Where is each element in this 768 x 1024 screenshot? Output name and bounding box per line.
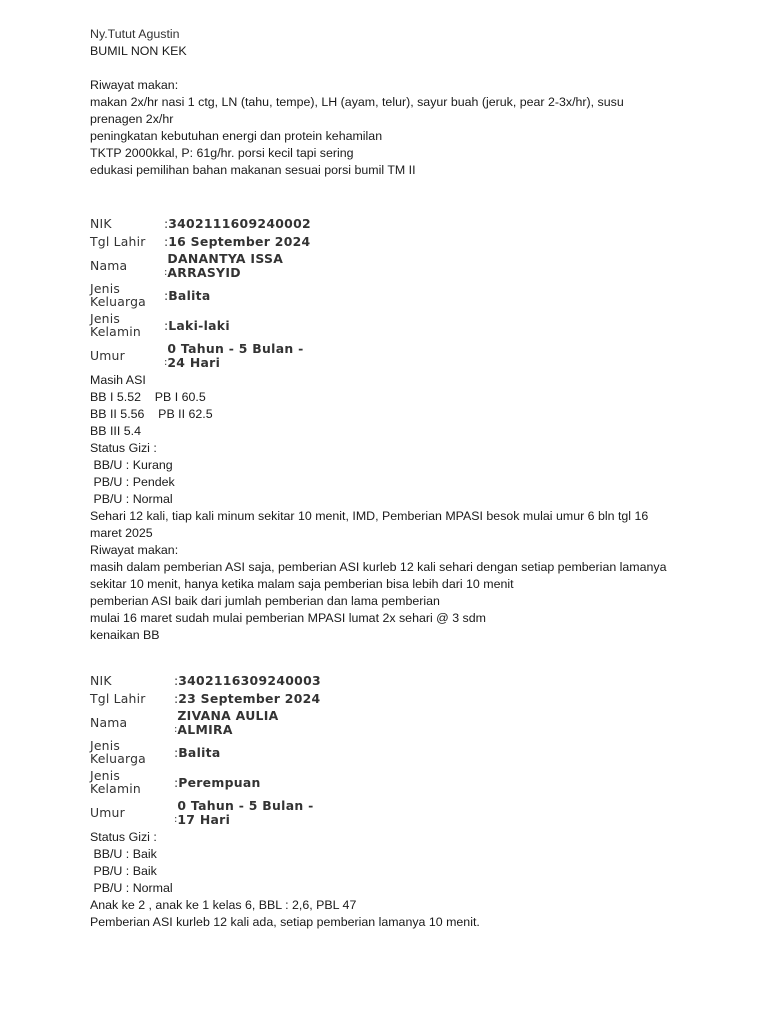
field-label: Jenis Keluarga (90, 280, 146, 309)
note-line: Status Gizi : (90, 830, 157, 844)
note-line: kenaikan BB (90, 628, 160, 642)
note-line: Sehari 12 kali, tiap kali minum sekitar 10 menit, IMD, Pemberian MPASI besok mulai umur 6 bln tgl 16 maret 2025 (90, 509, 649, 540)
note-line: BB III 5.4 (90, 424, 141, 438)
field-label: Jenis Keluarga (90, 737, 146, 766)
bumil-line: makan 2x/hr nasi 1 ctg, LN (tahu, tempe), LH (ayam, telur), sayur buah (jeruk, pear 2-3x/hr), susu prenagen 2x/hr (90, 95, 624, 126)
note-line: Masih ASI (90, 373, 146, 387)
note-line: pemberian ASI baik dari jumlah pemberian dan lama pemberian (90, 594, 440, 608)
field-label: Umur (90, 804, 125, 820)
field-value: 3402111609240002 (168, 216, 311, 231)
note-line: mulai 16 maret sudah mulai pemberian MPASI lumat 2x sehari @ 3 sdm (90, 611, 486, 625)
bumil-heading: Riwayat makan: (90, 78, 179, 92)
note-line: PB/U : Baik (90, 864, 157, 878)
field-label: NIK (90, 215, 112, 231)
note-line: Pemberian ASI kurleb 12 kali ada, setiap pemberian lamanya 10 menit. (90, 915, 480, 929)
field-value: 0 Tahun - 5 Bulan - 24 Hari (167, 341, 304, 370)
note-line: Status Gizi : (90, 441, 157, 455)
bumil-line: edukasi pemilihan bahan makanan sesuai porsi bumil TM II (90, 163, 416, 177)
field-label: Tgl Lahir (90, 690, 146, 706)
field-label: Tgl Lahir (90, 233, 146, 249)
field-value: ZIVANA AULIA ALMIRA (177, 708, 279, 737)
field-value: 3402116309240003 (178, 673, 321, 688)
field-value: Laki-laki (168, 318, 230, 333)
bumil-line: TKTP 2000kkal, P: 61g/hr. porsi kecil tapi sering (90, 146, 354, 160)
field-value: 0 Tahun - 5 Bulan - 17 Hari (177, 798, 314, 827)
note-line: BB I 5.52 PB I 60.5 (90, 390, 206, 404)
note-line: BB/U : Kurang (90, 458, 173, 472)
field-label: Nama (90, 714, 128, 730)
field-label: Nama (90, 257, 128, 273)
bumil-line: peningkatan kebutuhan energi dan protein kehamilan (90, 129, 383, 143)
field-value: 16 September 2024 (168, 234, 311, 249)
field-value: 23 September 2024 (178, 691, 321, 706)
note-line: PB/U : Pendek (90, 475, 175, 489)
field-label: Jenis Kelamin (90, 767, 141, 796)
note-line: Riwayat makan: (90, 543, 179, 557)
field-label: NIK (90, 672, 112, 688)
patient-status: BUMIL NON KEK (90, 44, 187, 58)
field-label: Jenis Kelamin (90, 310, 141, 339)
child2-info-table: NIK :3402116309240003 Tgl Lahir :23 September 2024 Nama : ZIVANA AULIA ALMIRA Jenis Keluarga :Balita Jenis Kelamin :Perempuan Umur : 0 Tahun - 5 Bulan - 17 Hari (90, 672, 321, 827)
note-line: PB/U : Normal (90, 492, 173, 506)
field-value: DANANTYA ISSA ARRASYID (167, 251, 284, 280)
child1-info-table: NIK :3402111609240002 Tgl Lahir :16 September 2024 Nama : DANANTYA ISSA ARRASYID Jenis Keluarga :Balita Jenis Kelamin :Laki-laki Umur : 0 Tahun - 5 Bulan - 24 Hari (90, 215, 311, 370)
note-line: masih dalam pemberian ASI saja, pemberian ASI kurleb 12 kali sehari dengan setiap pemberian lamanya sekitar 10 menit, hanya ketika malam saja pemberian bisa lebih dari 10 menit (90, 560, 667, 591)
note-line: BB/U : Baik (90, 847, 157, 861)
patient-name: Ny.Tutut Agustin (90, 27, 180, 41)
note-line: BB II 5.56 PB II 62.5 (90, 407, 213, 421)
note-line: PB/U : Normal (90, 881, 173, 895)
document-page (90, 26, 690, 931)
field-value: Balita (178, 745, 221, 760)
field-value: Balita (168, 288, 211, 303)
field-label: Umur (90, 347, 125, 363)
note-line: Anak ke 2 , anak ke 1 kelas 6, BBL : 2,6, PBL 47 (90, 898, 357, 912)
field-value: Perempuan (178, 775, 261, 790)
